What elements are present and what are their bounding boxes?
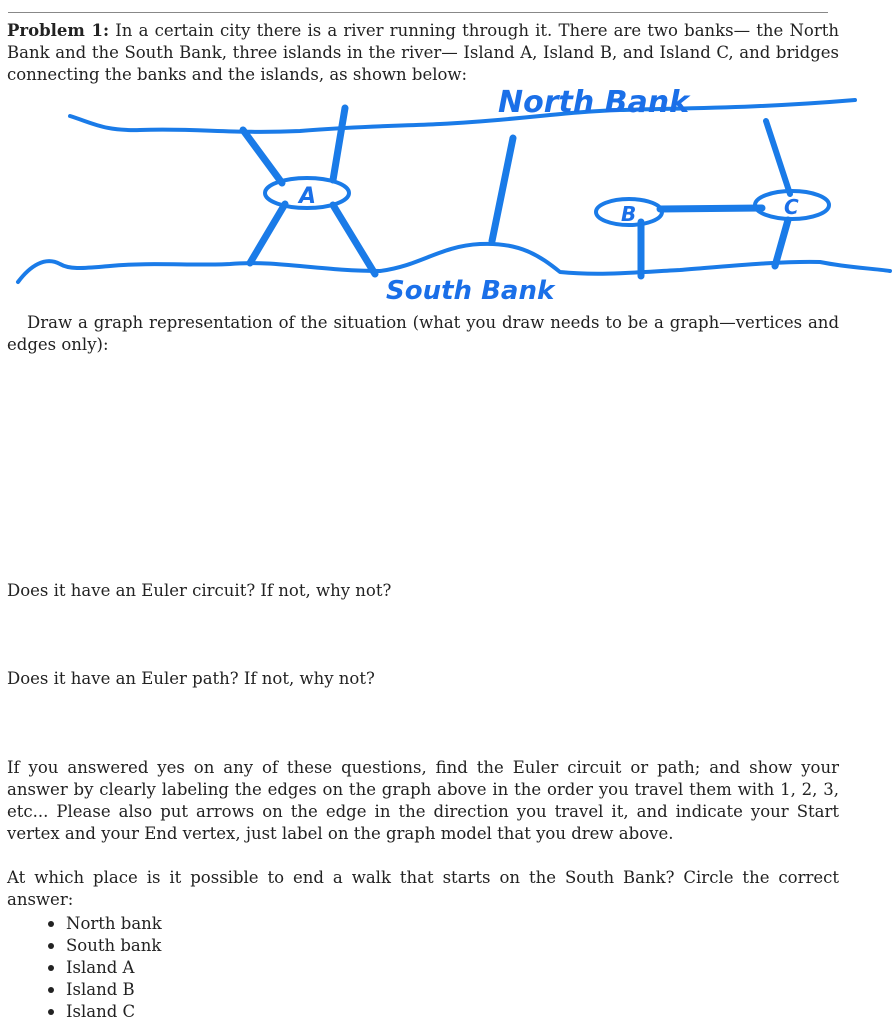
draw-prompt: Draw a graph representation of the situation (what you draw needs to be a graph—vertices and edges only): [7, 313, 839, 354]
north-bank-label: North Bank [498, 86, 690, 120]
euler-path-question: Does it have an Euler path? If not, why not? [7, 669, 375, 688]
choice-label: Island C [66, 1002, 136, 1021]
bullet-icon [48, 987, 54, 993]
choice-north-bank[interactable] [46, 913, 162, 935]
island-c-label: C [784, 195, 799, 219]
bullet-icon [48, 1009, 54, 1015]
bridge-c-south [775, 220, 788, 266]
bullet-icon [48, 965, 54, 971]
problem-intro: In a certain city there is a river running through it. There are two banks— the North Bank and the South Bank, three islands in the river— Island A, Island B, and Island C, and bridges connecting the banks and the islands, as shown below: [7, 21, 839, 84]
south-bank-label: South Bank [386, 276, 555, 306]
top-rule [8, 12, 828, 13]
bridge-north-c [766, 121, 790, 194]
choice-label: North bank [66, 914, 162, 933]
problem-statement [7, 20, 839, 86]
euler-circuit-question: Does it have an Euler circuit? If not, why not? [7, 581, 392, 600]
bridge-b-c [660, 208, 762, 209]
bullet-icon [48, 943, 54, 949]
end-walk-question: At which place is it possible to end a walk that starts on the South Bank? Circle the correct answer: [7, 868, 839, 909]
island-a-label: A [299, 184, 317, 209]
problem-label: Problem 1: [7, 21, 110, 40]
choice-island-b[interactable] [46, 979, 162, 1001]
choice-island-c[interactable] [46, 1001, 162, 1023]
choice-label: Island B [66, 980, 135, 999]
instructions-paragraph: If you answered yes on any of these questions, find the Euler circuit or path; and show your answer by clearly labeling the edges on the graph above in the order you travel them with 1, 2, 3, etc... Please also put arrows on the edge in the direction you travel it, and indicate your Start vertex and your End vertex, just label on the graph model that you drew above. [7, 758, 839, 843]
answer-choices [46, 913, 162, 1023]
choice-label: Island A [66, 958, 135, 977]
choice-label: South bank [66, 936, 162, 955]
choice-island-a[interactable] [46, 957, 162, 979]
north-bank-line [70, 100, 855, 132]
island-b-label: B [621, 202, 637, 226]
bridge-a-south-left [250, 204, 285, 263]
bridge-a-south-right [333, 205, 375, 274]
river-diagram [0, 86, 893, 308]
choice-south-bank[interactable] [46, 935, 162, 957]
bridge-north-south [492, 138, 513, 241]
bullet-icon [48, 921, 54, 927]
bridge-north-a-left [243, 130, 282, 183]
bridge-north-a-right [333, 108, 345, 180]
